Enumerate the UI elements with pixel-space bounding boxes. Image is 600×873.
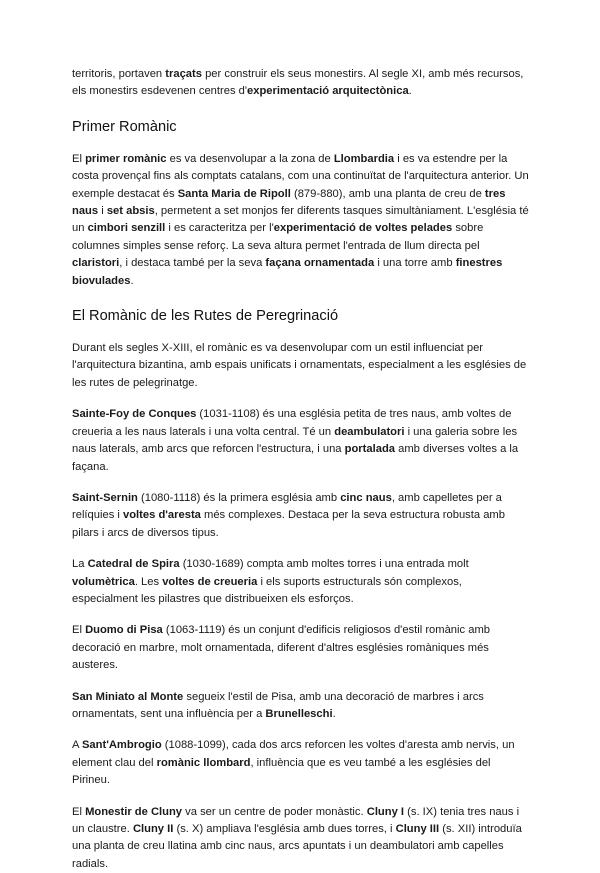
text-run: segueix l'estil de Pisa, amb una decoració de marbres i arcs ornamentats, sent una influència per a xyxy=(72,690,484,720)
text-run: , amb capelletes per a relíquies i xyxy=(72,491,502,522)
text-run: sobre columnes simples sense reforç. La seva altura permet l'entrada de llum directa pel xyxy=(72,222,484,252)
bold-term: Sainte-Foy de Conques xyxy=(72,408,197,421)
text-run: , influència que es veu també a les esglésies del Pirineu. xyxy=(72,756,491,787)
text-run: (879-880), amb una planta de creu de xyxy=(290,187,485,200)
text-run: (s. IX) tenia tres naus i un claustre. xyxy=(72,805,520,835)
paragraph-sant-ambrogio xyxy=(72,737,530,789)
bold-term: Cluny II xyxy=(132,823,174,835)
paragraph-sainte-foy xyxy=(72,406,530,476)
bold-term: claristori xyxy=(72,257,120,270)
text-run: i es va estendre per la costa provençal fins als comptats catalans, com una continuïtat de l'arquitectura anterior. Un exemple destacat és xyxy=(72,152,529,200)
text-run: . xyxy=(332,707,336,720)
bold-term: Catedral de Spira xyxy=(87,558,180,571)
bold-term: traçats xyxy=(165,68,202,80)
text-run: va ser un centre de poder monàstic. xyxy=(182,805,367,818)
text-run: i xyxy=(98,205,107,218)
bold-term: Brunelleschi xyxy=(265,707,333,720)
text-run: (1063-1119) és un conjunt d'edificis religiosos d'estil romànic amb decoració en marbre, molt ornamentada, diferent d'altres esglésies romàniques més austeres. xyxy=(72,624,490,672)
intro-paragraph xyxy=(72,66,530,101)
text-run: A xyxy=(72,739,82,752)
text-run: (1080-1118) és la primera església amb xyxy=(137,491,341,504)
bold-term: Saint-Sernin xyxy=(72,491,138,504)
text-run: (s. XII) introduïa una planta de creu llatina amb cinc naus, arcs apuntats i un deambulatori amb capelles radials. xyxy=(72,823,522,870)
paragraph-rutes-intro xyxy=(72,340,530,392)
bold-term: experimentació arquitectònica xyxy=(247,85,409,98)
bold-term: set absis xyxy=(106,205,155,218)
text-run: , permetent a set monjos fer diferents tasques simultàniament. L'església té un xyxy=(72,205,529,235)
text-run: (s. X) ampliava l'església amb dues torres, i xyxy=(173,823,396,835)
paragraph-catedral-spira xyxy=(72,556,530,608)
text-run: amb diverses voltes a la façana. xyxy=(72,443,519,473)
text-run: es va desenvolupar a la zona de xyxy=(166,152,334,165)
bold-term: Sant'Ambrogio xyxy=(81,739,162,752)
text-run: La xyxy=(72,558,88,571)
text-run: El xyxy=(72,152,86,165)
bold-term: voltes de creueria xyxy=(162,575,258,588)
bold-term: romànic llombard xyxy=(156,756,251,769)
text-run: (1031-1108) és una església petita de tres naus, amb voltes de creueria a les naus laterals i una volta central. Té un xyxy=(72,408,512,438)
text-run: i una torre amb xyxy=(374,257,456,270)
bold-term: Llombardia xyxy=(333,152,395,165)
text-run: . Les xyxy=(134,575,163,588)
text-run: El xyxy=(72,805,86,818)
text-run: (1088-1099), cada dos arcs reforcen les voltes d'aresta amb nervis, un element clau del xyxy=(72,739,515,769)
paragraph-primer-romanic xyxy=(72,151,530,290)
text-run: El xyxy=(72,624,86,637)
bold-term: portalada xyxy=(344,443,395,456)
text-run: . xyxy=(408,85,412,98)
bold-term: Monestir de Cluny xyxy=(85,805,183,818)
bold-term: Santa Maria de Ripoll xyxy=(177,187,291,200)
text-run: més complexes. Destaca per la seva estructura robusta amb pilars i arcs de diversos tipus. xyxy=(72,509,505,539)
text-run: per construir els seus monestirs. Al segle XI, amb més recursos, els monestirs esdevenen centres d' xyxy=(72,68,524,98)
bold-term: façana ornamentada xyxy=(265,257,375,270)
bold-term: cimbori senzill xyxy=(87,222,166,235)
text-run: i es caracteritza per l' xyxy=(165,222,274,235)
text-run: i els suports estructurals són complexos, especialment les pilastres que distribueixen els esforços. xyxy=(72,575,462,605)
bold-term: voltes d'aresta xyxy=(123,509,201,522)
paragraph-duomo-pisa xyxy=(72,622,530,674)
bold-term: Cluny I xyxy=(366,805,405,818)
document-page xyxy=(72,66,530,873)
text-run: (1030-1689) compta amb moltes torres i una entrada molt xyxy=(179,558,469,571)
bold-term: cinc naus xyxy=(340,491,392,504)
bold-term: Duomo di Pisa xyxy=(85,624,163,637)
paragraph-san-miniato xyxy=(72,689,530,724)
bold-term: primer romànic xyxy=(85,152,167,165)
bold-term: deambulatori xyxy=(334,425,405,438)
bold-term: experimentació de voltes pelades xyxy=(273,222,453,235)
bold-term: finestres biovulades xyxy=(72,257,503,287)
text-run: i una galeria sobre les naus laterals, amb arcs que reforcen l'estructura, i una xyxy=(72,425,518,456)
bold-term: Cluny III xyxy=(395,823,440,835)
text-run: . xyxy=(130,274,134,287)
bold-term: San Miniato al Monte xyxy=(72,690,184,703)
heading-rutes-peregrinacio: El Romànic de les Rutes de Peregrinació xyxy=(72,308,339,325)
paragraph-saint-sernin xyxy=(72,490,530,542)
bold-term: tres naus xyxy=(72,187,506,218)
text-run: , i destaca també per la seva xyxy=(119,257,266,270)
text-run: territoris, portaven xyxy=(72,68,166,80)
bold-term: volumètrica xyxy=(72,575,135,588)
paragraph-cluny xyxy=(72,804,530,873)
text-run: Durant els segles X-XIII, el romànic es va desenvolupar com un estil influenciat per l'arquitectura bizantina, amb espais unificats i ornamentats, especialment a les esglésies de les rutes de pelegrinatge. xyxy=(72,342,527,389)
heading-primer-romanic: Primer Romànic xyxy=(72,118,177,135)
